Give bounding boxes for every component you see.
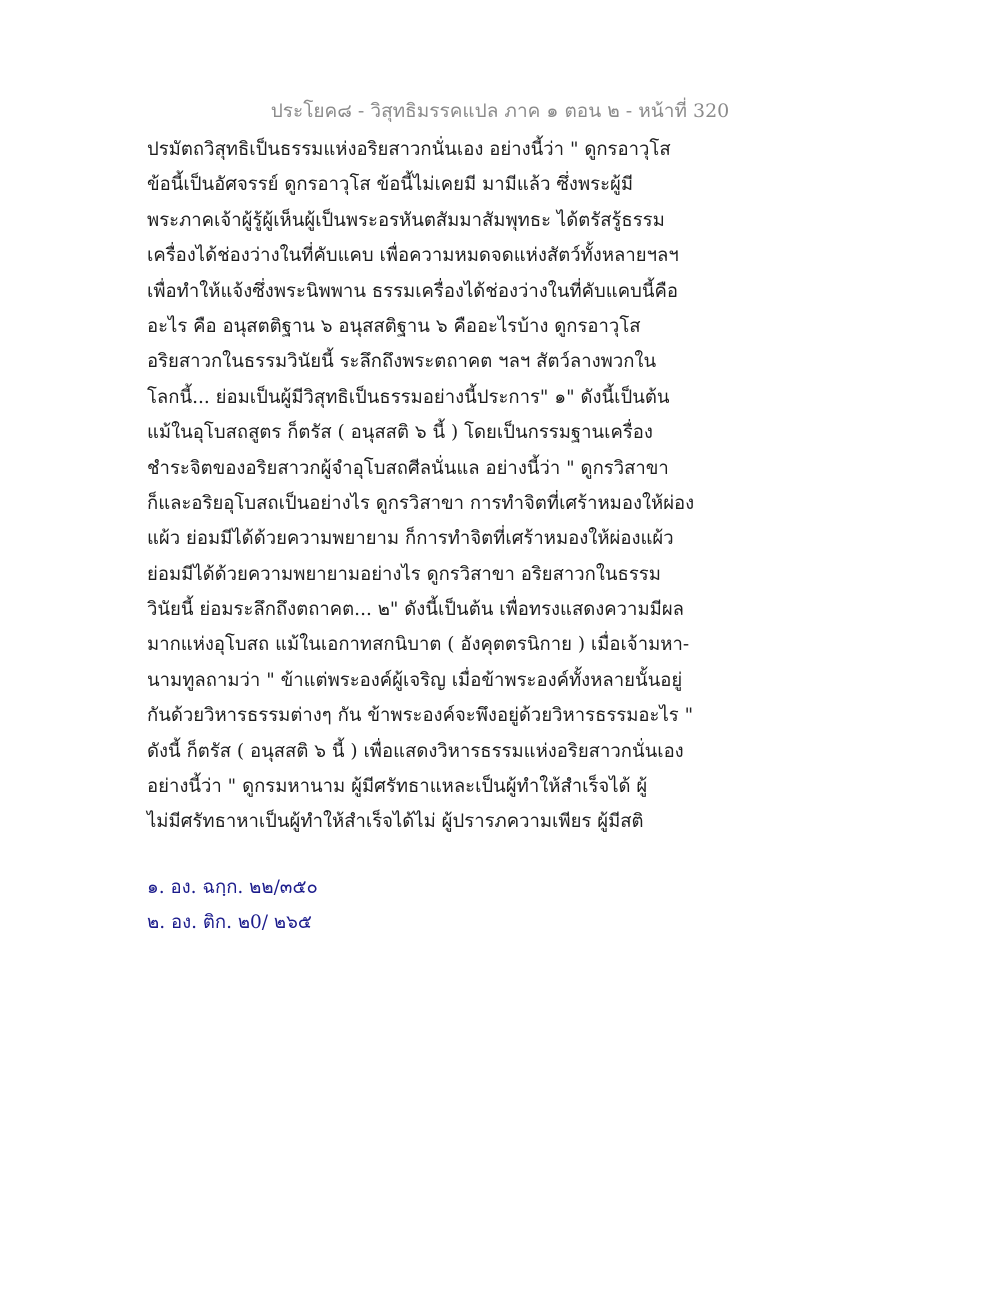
text-line: ชำระจิตของอริยสาวกผู้จำอุโบสถศีลนั่นแล อย่างนี้ว่า " ดูกรวิสาขา — [147, 457, 669, 479]
text-line: ก็และอริยอุโบสถเป็นอย่างไร ดูกรวิสาขา การทำจิตที่เศร้าหมองให้ผ่อง — [147, 492, 695, 514]
text-line: กันด้วยวิหารธรรมต่างๆ กัน ข้าพระองค์จะพึงอยู่ด้วยวิหารธรรมอะไร " — [147, 705, 694, 727]
text-line: พระภาคเจ้าผู้รู้ผู้เห็นผู้เป็นพระอรหันตสัมมาสัมพุทธะ ได้ตรัสรู้ธรรม — [147, 209, 665, 231]
text-line: นามทูลถามว่า " ข้าแต่พระองค์ผู้เจริญ เมื่อข้าพระองค์ทั้งหลายนั้นอยู่ — [147, 669, 683, 691]
text-line: อริยสาวกในธรรมวินัยนี้ ระลึกถึงพระตถาคต ฯลฯ สัตว์ลางพวกใน — [147, 351, 657, 373]
text-line: แผ้ว ย่อมมีได้ด้วยความพยายาม ก็การทำจิตที่เศร้าหมองให้ผ่องแผ้ว — [147, 528, 674, 550]
text-line: อย่างนี้ว่า " ดูกรมหานาม ผู้มีศรัทธาแหละเป็นผู้ทำให้สำเร็จได้ ผู้ — [147, 776, 648, 798]
text-line: วินัยนี้ ย่อมระลึกถึงตถาคต... ๒" ดังนี้เป็นต้น เพื่อทรงแสดงความมีผล — [147, 599, 685, 621]
text-line: ไม่มีศรัทธาหาเป็นผู้ทำให้สำเร็จได้ไม่ ผู้ปรารภความเพียร ผู้มีสติ — [147, 811, 644, 833]
text-line: เพื่อทำให้แจ้งซึ่งพระนิพพาน ธรรมเครื่องได้ช่องว่างในที่คับแคบนี้คือ — [147, 280, 678, 302]
text-line: ข้อนี้เป็นอัศจรรย์ ดูกรอาวุโส ข้อนี้ไม่เคยมี มามีแล้ว ซึ่งพระผู้มี — [147, 174, 634, 196]
footnotes — [147, 870, 547, 940]
text-line: มากแห่งอุโบสถ แม้ในเอกาทสกนิบาต ( อังคุตตรนิกาย ) เมื่อเจ้ามหา- — [147, 634, 690, 656]
page-header: ประโยค๘ - วิสุทธิมรรคแปล ภาค ๑ ตอน ๒ - หน้าที่ 320 — [270, 100, 730, 122]
footnote-1: ๑. อง. ฉกฺก. ๒๒/๓๕๐ — [147, 877, 318, 898]
text-line: ย่อมมีได้ด้วยความพยายามอย่างไร ดูกรวิสาขา อริยสาวกในธรรม — [147, 563, 661, 585]
text-line: โลกนี้... ย่อมเป็นผู้มีวิสุทธิเป็นธรรมอย่างนี้ประการ" ๑" ดังนี้เป็นต้น — [147, 386, 670, 408]
text-line: แม้ในอุโบสถสูตร ก็ตรัส ( อนุสสติ ๖ นี้ ) โดยเป็นกรรมฐานเครื่อง — [147, 422, 653, 444]
body-text — [147, 132, 707, 840]
text-line: ปรมัตถวิสุทธิเป็นธรรมแห่งอริยสาวกนั่นเอง อย่างนี้ว่า " ดูกรอาวุโส — [147, 139, 671, 160]
text-line: อะไร คือ อนุสตติฐาน ๖ อนุสสติฐาน ๖ คืออะไรบ้าง ดูกรอาวุโส — [147, 315, 641, 337]
text-line: เครื่องได้ช่องว่างในที่คับแคบ เพื่อความหมดจดแห่งสัตว์ทั้งหลายฯลฯ — [147, 245, 679, 267]
text-line: ดังนี้ ก็ตรัส ( อนุสสติ ๖ นี้ ) เพื่อแสดงวิหารธรรมแห่งอริยสาวกนั่นเอง — [147, 740, 684, 762]
footnote-2: ๒. อง. ติก. ๒0/ ๒๖๕ — [147, 912, 312, 933]
